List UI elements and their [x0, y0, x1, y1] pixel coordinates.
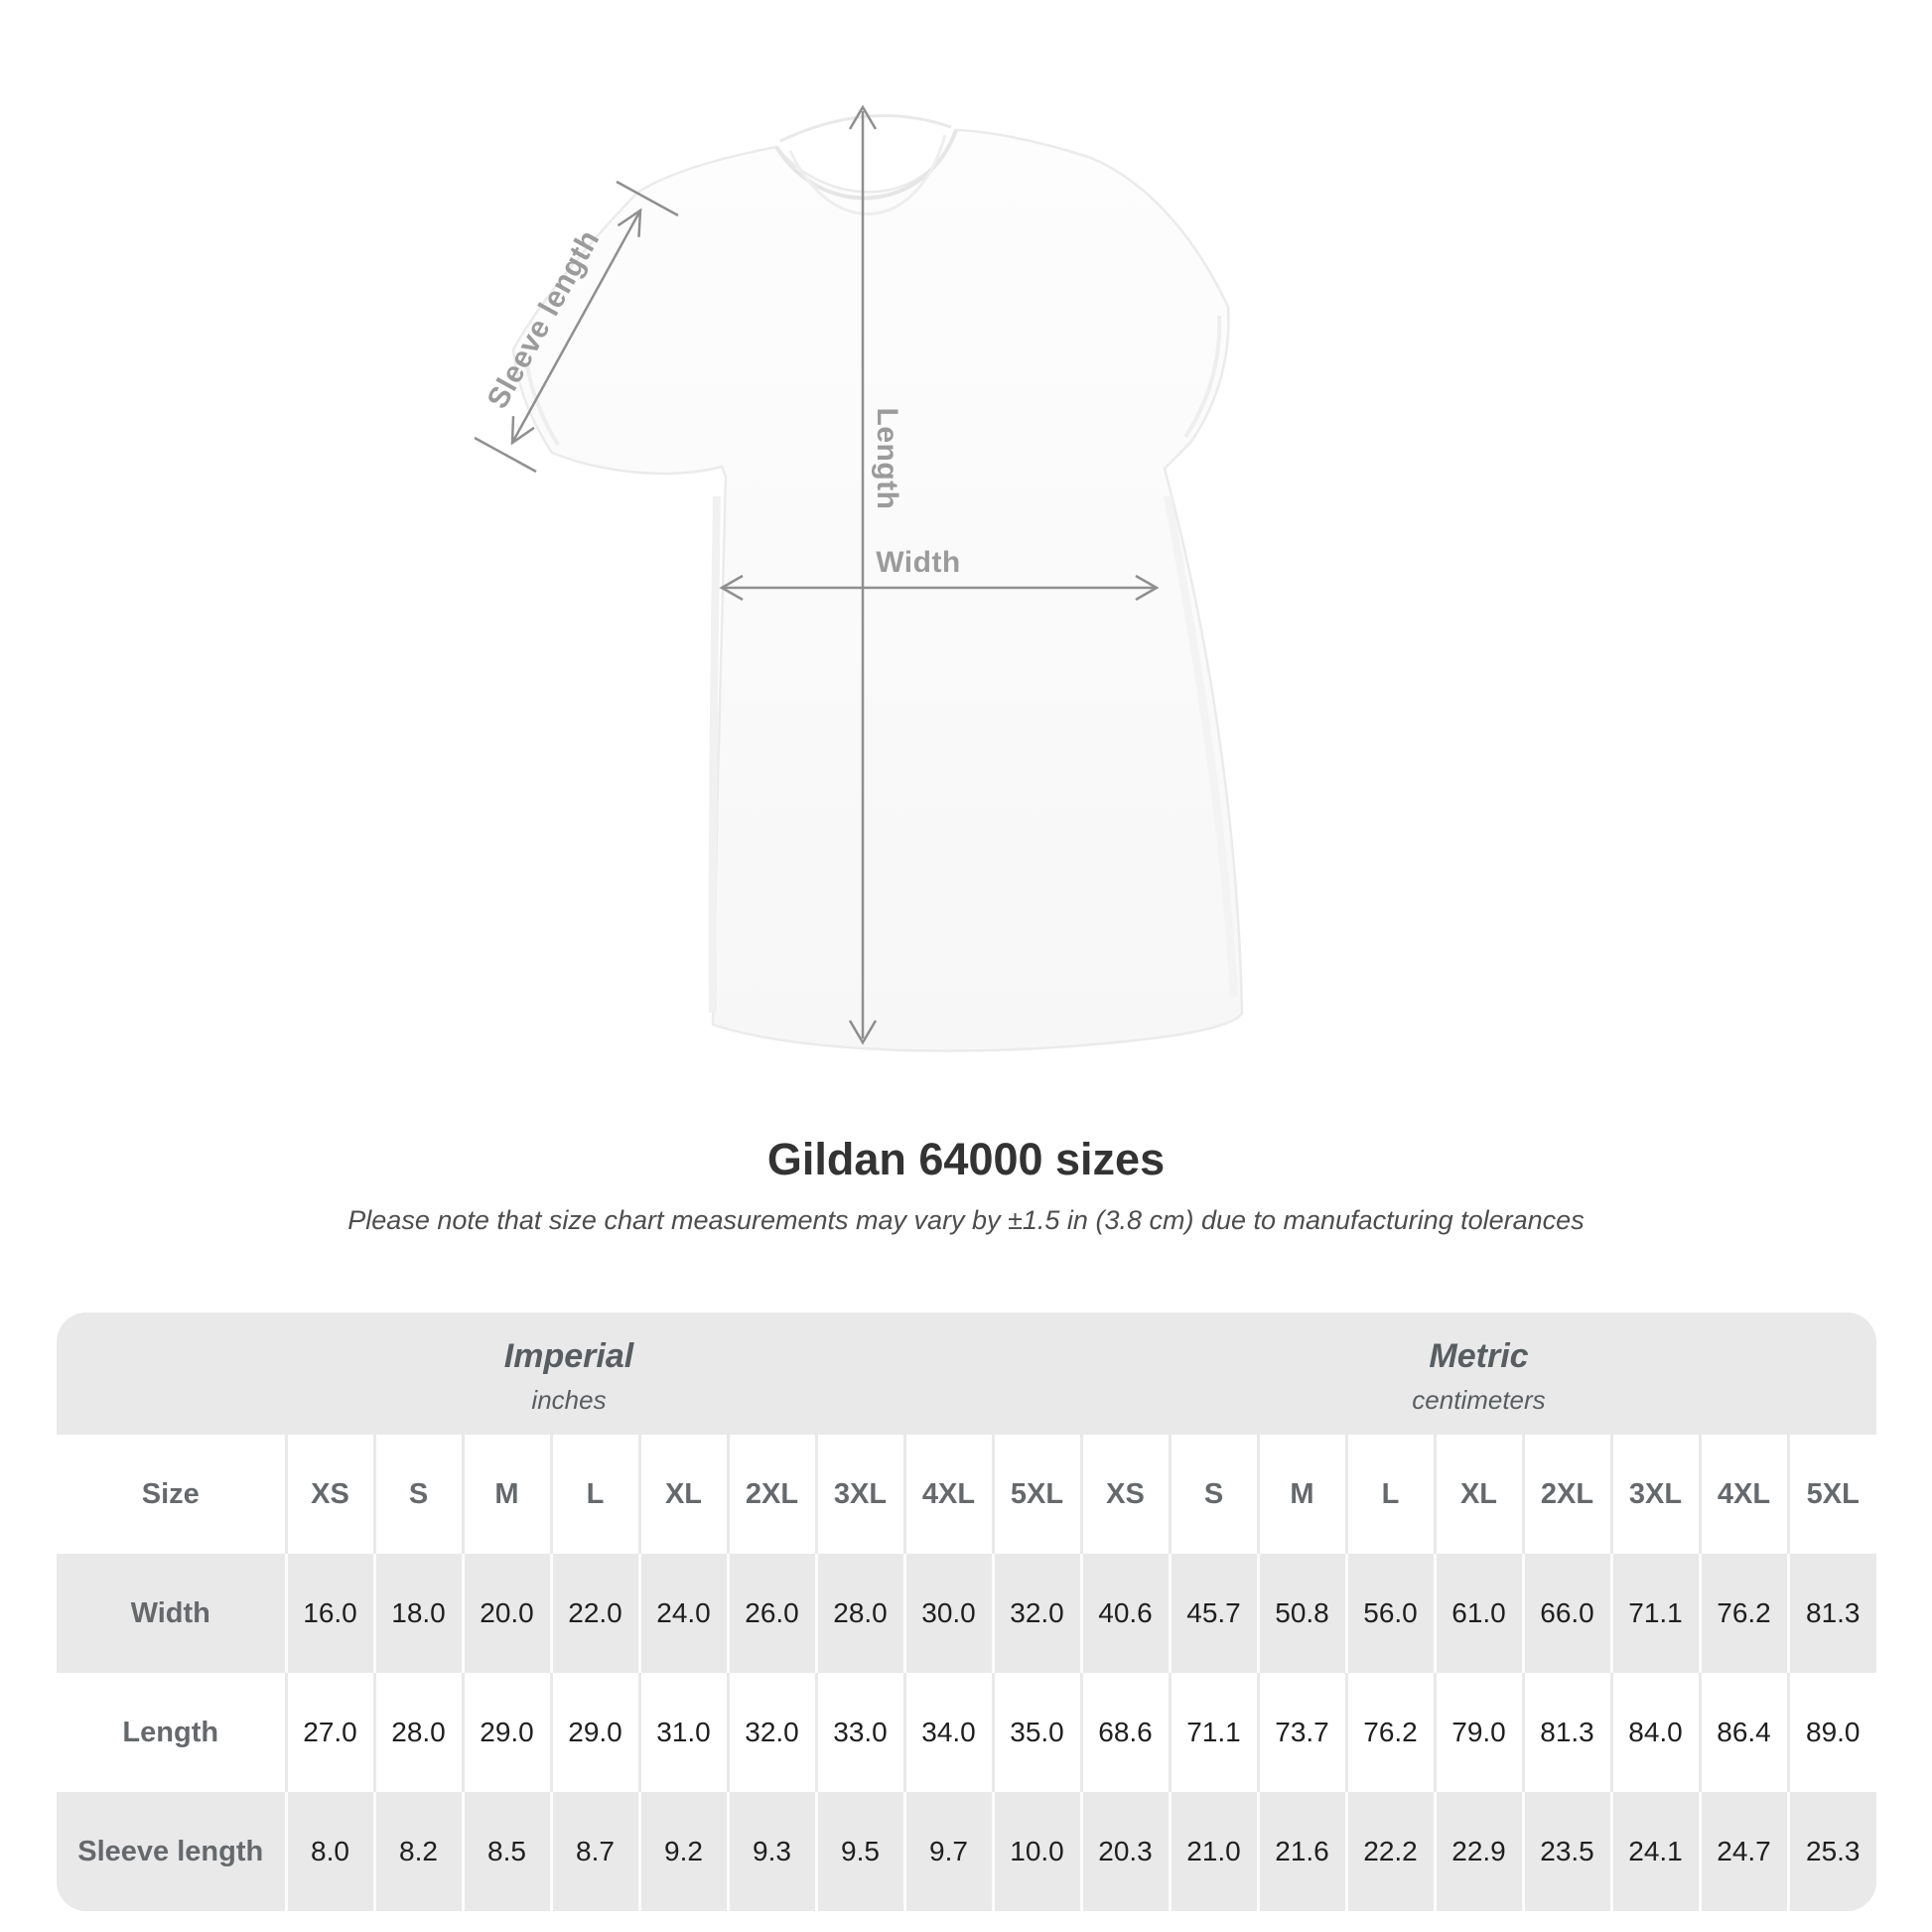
imperial-value: 29.0: [551, 1673, 639, 1792]
metric-value: 22.2: [1346, 1792, 1435, 1911]
length-label: Length: [871, 407, 903, 510]
imperial-value: 29.0: [463, 1673, 551, 1792]
imperial-value: 30.0: [904, 1554, 993, 1673]
metric-size-header: M: [1258, 1435, 1346, 1554]
table-row: [57, 1792, 1876, 1911]
metric-value: 84.0: [1611, 1673, 1700, 1792]
table-row: [57, 1673, 1876, 1792]
imperial-size-header: XS: [286, 1435, 374, 1554]
metric-size-header: 5XL: [1788, 1435, 1876, 1554]
metric-value: 71.1: [1611, 1554, 1700, 1673]
imperial-label: Imperial: [503, 1337, 634, 1375]
metric-value: 79.0: [1435, 1673, 1523, 1792]
metric-value: 71.1: [1170, 1673, 1258, 1792]
row-label: Width: [57, 1554, 286, 1673]
imperial-size-header: S: [374, 1435, 463, 1554]
metric-size-header: 3XL: [1611, 1435, 1700, 1554]
metric-value: 73.7: [1258, 1673, 1346, 1792]
imperial-value: 16.0: [286, 1554, 374, 1673]
unit-group-imperial: [57, 1312, 1081, 1435]
size-table-grid: [57, 1435, 1876, 1911]
metric-size-header: S: [1170, 1435, 1258, 1554]
metric-value: 76.2: [1346, 1673, 1435, 1792]
imperial-value: 9.5: [816, 1792, 904, 1911]
sleeve-length-label: Sleeve length: [481, 224, 607, 415]
metric-value: 22.9: [1435, 1792, 1523, 1911]
imperial-value: 32.0: [993, 1554, 1081, 1673]
metric-value: 81.3: [1523, 1673, 1611, 1792]
metric-value: 23.5: [1523, 1792, 1611, 1911]
unit-header: [57, 1312, 1876, 1435]
metric-value: 21.0: [1170, 1792, 1258, 1911]
imperial-size-header: XL: [639, 1435, 728, 1554]
metric-value: 24.1: [1611, 1792, 1700, 1911]
imperial-size-header: 5XL: [993, 1435, 1081, 1554]
metric-value: 40.6: [1081, 1554, 1170, 1673]
imperial-value: 8.0: [286, 1792, 374, 1911]
metric-value: 61.0: [1435, 1554, 1523, 1673]
metric-value: 68.6: [1081, 1673, 1170, 1792]
imperial-value: 34.0: [904, 1673, 993, 1792]
imperial-value: 28.0: [816, 1554, 904, 1673]
page-subtitle: Please note that size chart measurements may vary by ±1.5 in (3.8 cm) due to manufacturing tolerances: [347, 1205, 1585, 1235]
imperial-value: 28.0: [374, 1673, 463, 1792]
metric-value: 81.3: [1788, 1554, 1876, 1673]
row-label: Sleeve length: [57, 1792, 286, 1911]
imperial-value: 32.0: [728, 1673, 816, 1792]
imperial-value: 20.0: [463, 1554, 551, 1673]
imperial-size-header: L: [551, 1435, 639, 1554]
imperial-value: 9.7: [904, 1792, 993, 1911]
metric-size-header: 4XL: [1700, 1435, 1788, 1554]
imperial-size-header: M: [463, 1435, 551, 1554]
imperial-value: 31.0: [639, 1673, 728, 1792]
imperial-value: 8.2: [374, 1792, 463, 1911]
imperial-value: 10.0: [993, 1792, 1081, 1911]
metric-unit-label: centimeters: [1412, 1385, 1546, 1415]
metric-value: 56.0: [1346, 1554, 1435, 1673]
imperial-size-header: 3XL: [816, 1435, 904, 1554]
metric-size-header: XS: [1081, 1435, 1170, 1554]
table-header-row: [57, 1435, 1876, 1554]
imperial-size-header: 2XL: [728, 1435, 816, 1554]
metric-value: 76.2: [1700, 1554, 1788, 1673]
metric-value: 66.0: [1523, 1554, 1611, 1673]
imperial-value: 9.2: [639, 1792, 728, 1911]
imperial-value: 18.0: [374, 1554, 463, 1673]
imperial-value: 35.0: [993, 1673, 1081, 1792]
metric-value: 21.6: [1258, 1792, 1346, 1911]
metric-size-header: 2XL: [1523, 1435, 1611, 1554]
imperial-size-header: 4XL: [904, 1435, 993, 1554]
imperial-value: 22.0: [551, 1554, 639, 1673]
unit-group-metric: [1081, 1312, 1876, 1435]
metric-size-header: L: [1346, 1435, 1435, 1554]
imperial-value: 27.0: [286, 1673, 374, 1792]
metric-value: 25.3: [1788, 1792, 1876, 1911]
metric-value: 20.3: [1081, 1792, 1170, 1911]
metric-value: 86.4: [1700, 1673, 1788, 1792]
size-header-cell: Size: [57, 1435, 286, 1554]
imperial-value: 33.0: [816, 1673, 904, 1792]
imperial-value: 26.0: [728, 1554, 816, 1673]
metric-value: 50.8: [1258, 1554, 1346, 1673]
imperial-value: 8.5: [463, 1792, 551, 1911]
row-label: Length: [57, 1673, 286, 1792]
metric-label: Metric: [1429, 1337, 1529, 1375]
tshirt-shape: [513, 115, 1242, 1050]
imperial-value: 24.0: [639, 1554, 728, 1673]
imperial-value: 8.7: [551, 1792, 639, 1911]
size-table: [57, 1312, 1876, 1911]
imperial-value: 9.3: [728, 1792, 816, 1911]
page-title: Gildan 64000 sizes: [766, 1134, 1166, 1184]
width-label: Width: [876, 546, 961, 579]
metric-value: 24.7: [1700, 1792, 1788, 1911]
metric-size-header: XL: [1435, 1435, 1523, 1554]
table-row: [57, 1554, 1876, 1673]
imperial-unit-label: inches: [531, 1385, 607, 1415]
metric-value: 89.0: [1788, 1673, 1876, 1792]
metric-value: 45.7: [1170, 1554, 1258, 1673]
